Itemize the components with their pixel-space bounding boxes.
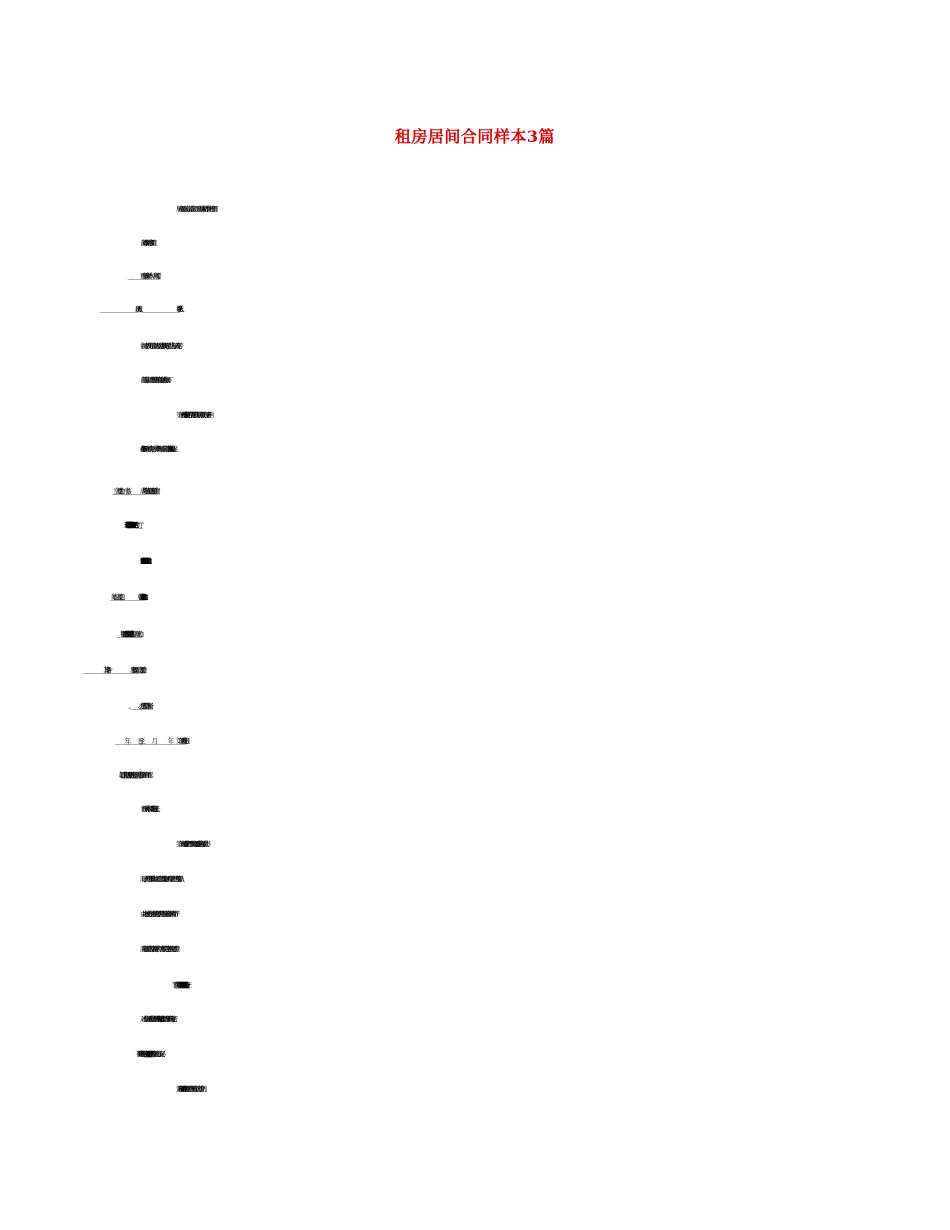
paragraph-line	[176, 729, 950, 753]
paragraph-line	[140, 479, 950, 503]
paragraph-line	[176, 297, 950, 321]
paragraph-line	[140, 513, 950, 537]
paragraph-line: (四)不得在委托期限内及期限届满后____日内与乙方介绍的出租人进行私下交易。	[140, 1050, 162, 1058]
paragraph-line: 房屋(必备条件请在方格内划钩，参考条件请划圈，未选条件请划斜线)，并协助促	[140, 445, 173, 453]
paragraph-line	[140, 264, 950, 288]
paragraph-line: __月________日。 超过以上期限仍需要居间服务的，双方另行签订居间合同或以	[140, 771, 149, 779]
paragraph-line: 第一条 委托事项 甲方委托乙方在委托期限内为其居间寻找符合以下条件的	[176, 411, 209, 419]
paragraph-line	[140, 622, 950, 646]
paragraph-line: 接口□;空调□;天然气□;煤气□;集中供暖□;土暖气□;热水器□;电话□;电视机	[140, 557, 147, 565]
paragraph-line	[140, 658, 950, 682]
paragraph-line: 居间合同是双务、有偿、诺成合同。以下是小编为大家精心准备的：租房居间	[176, 205, 214, 213]
paragraph-line	[140, 694, 950, 718]
paragraph-line: 依据《中华人民共和国合同法》及相关法律法规的规定，委托人与居间人在平等、	[140, 342, 180, 350]
paragraph-line: 第四条 甲方义务(一)应出示身份证_______等真实的身份资格证明；(二)应	[176, 981, 181, 989]
paragraph-line: 第三条 现场看房 乙方应陪同甲方到房屋现场看房。 乙方应当制做看房的书	[176, 840, 206, 848]
paragraph-line: 自愿的基础上，就房屋租赁居间的有关事宜达成协议如下：	[140, 376, 169, 384]
paragraph-line: 书面形式将本合同委托期限延长。	[140, 805, 157, 813]
paragraph-line: 由双方各执一份。 乙方为甲方寻找的房屋不满足甲方提出的必备条件或者甲方不	[140, 910, 176, 918]
paragraph-line: 第五条 乙方义务 (一)应出示营业执照、房地产经纪机构资质证书等合法的	[176, 1085, 203, 1093]
paragraph-line: 合同样本3篇，欢迎参考阅读!	[140, 239, 150, 247]
paragraph-line: 满足出租人提出的特别条件要求的，甲方有权拒绝签字并拒绝支付看房费。	[140, 945, 177, 953]
document-title: 租房居间合同样本3篇	[394, 127, 556, 146]
paragraph-line: 面记录，列明房屋的具体地址、看房时间及其他事项。看房记录需经甲方签字确认，	[140, 875, 181, 883]
paragraph-line	[140, 585, 950, 609]
paragraph-line: 对乙方的居间活动提供必要的协助与配合；(三)应对乙方提供的房屋资料保守秘密；	[140, 1015, 174, 1023]
